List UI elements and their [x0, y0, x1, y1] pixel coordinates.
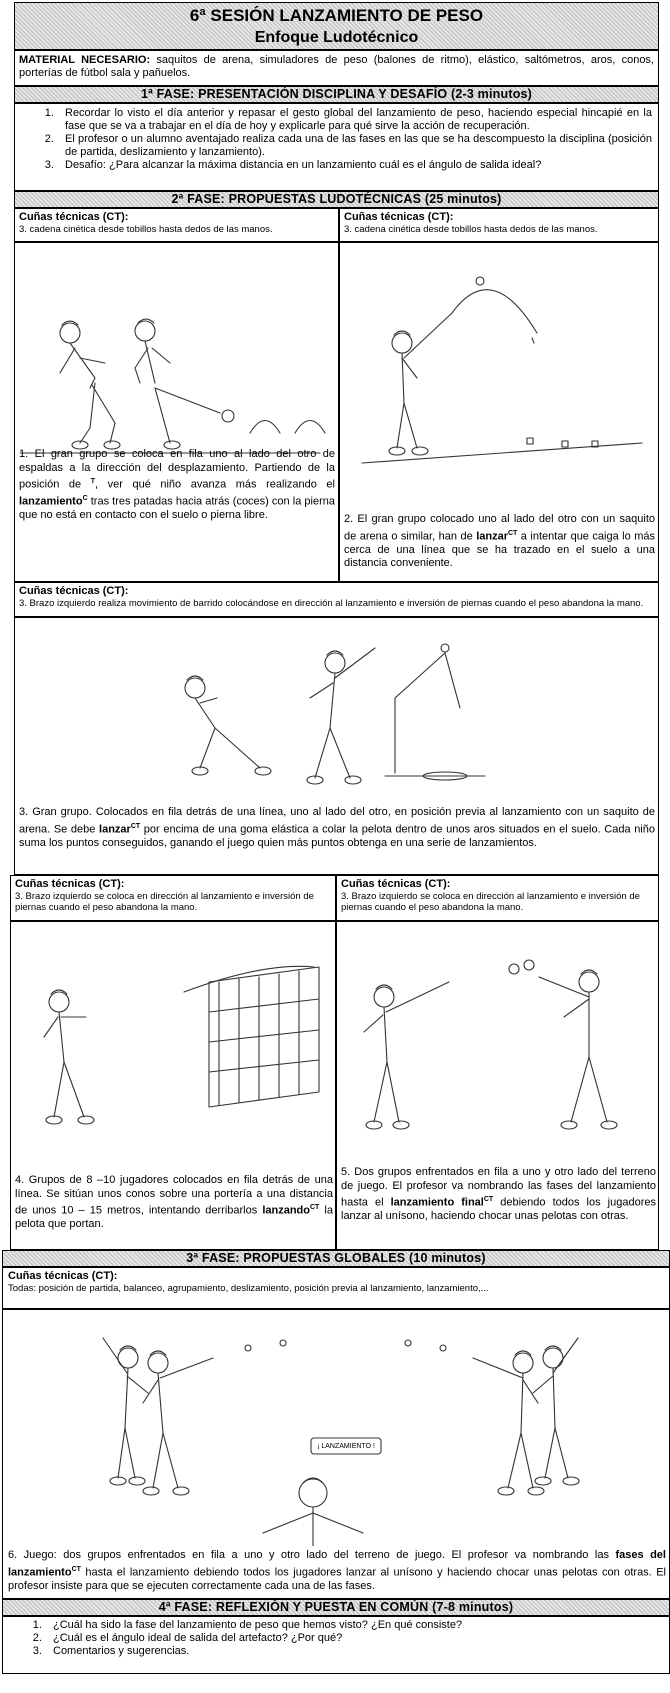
caption-text: 2. El gran grupo colocado uno al lado del otro con un saquito de arena o similar, han de — [344, 513, 655, 543]
activity-3-caption — [19, 806, 655, 850]
ct-label: Cuñas técnicas (CT): — [8, 1270, 118, 1282]
ct-label: Cuñas técnicas (CT): — [341, 878, 451, 890]
phase4-item: 3. Comentarios y sugerencias. — [45, 1645, 669, 1658]
phase1-title: 1ª FASE: PRESENTACIÓN DISCIPLINA Y DESAFÍO (2-3 minutos) — [14, 86, 659, 103]
ct-box-4 — [10, 875, 336, 921]
ct-box-2 — [339, 208, 659, 242]
caption-text: 3. Gran grupo. Colocados en fila detrás de una línea, uno al lado del otro, en posición previa al lanzamiento con un saquito de arena. Se debe — [19, 806, 655, 836]
ct-label: Cuñas técnicas (CT): — [19, 211, 129, 223]
facing-groups-illustration — [339, 937, 657, 1157]
ct-text: 3. cadena cinética desde tobillos hasta dedos de las manos. — [344, 224, 598, 235]
material-text: saquitos de arena, simuladores de peso (balones de ritmo), elástico, saltómetros, aros, conos, porterías de fútbol sala y pañuelos. — [19, 54, 654, 79]
activity-2-cell — [339, 242, 659, 582]
caption-text: 1. El gran grupo se coloca en fila uno al lado del otro de espaldas a la dirección del desplazamiento. Partiendo de la posición de — [19, 448, 335, 491]
activity-5-caption — [341, 1166, 656, 1224]
activity-1-caption — [19, 448, 335, 523]
ct-box-1 — [14, 208, 339, 242]
caption-text: , ver qué niño avanza más realizando el — [95, 478, 335, 491]
ct-text: 3. Brazo izquierdo se coloca en dirección al lanzamiento e inversión de piernas cuando el peso abandona la mano. — [15, 891, 314, 913]
activity-4-caption — [15, 1174, 333, 1232]
teacher-sign-text: ¡ LANZAMIENTO ! — [317, 1443, 375, 1450]
caption-text: 5. Dos grupos enfrentados en fila a uno y otro lado del terreno de juego. El profesor va nombrando las fases del lanzamiento hasta el — [341, 1166, 656, 1209]
ct-label: Cuñas técnicas (CT): — [19, 585, 129, 597]
ct-mark: CT — [483, 1196, 494, 1203]
caption-bold: lanzar — [476, 530, 508, 543]
ct-text: 3. Brazo izquierdo se coloca en dirección al lanzamiento e inversión de piernas cuando el peso abandona la mano. — [341, 891, 640, 913]
page-subtitle: Enfoque Ludotécnico — [254, 29, 419, 46]
material-box — [14, 50, 659, 86]
ct-text: 3. cadena cinética desde tobillos hasta dedos de las manos. — [19, 224, 273, 235]
ct-mark: CT — [130, 822, 141, 830]
global-game-illustration — [63, 1318, 663, 1546]
ct-box-5 — [336, 875, 659, 921]
caption-bold: lanzamiento — [19, 495, 83, 508]
material-label: MATERIAL NECESARIO: — [19, 54, 151, 66]
phase1-item: 1. Recordar lo visto el día anterior y repasar el gesto global del lanzamiento de peso, haciendo especial hincapié en la fase que se va a trabajar en el día de hoy y explicarle para qué sirve la acción de recuperación. — [57, 107, 652, 133]
phase1-item: 2. El profesor o un alumno aventajado realiza cada una de las fases en las que se ha descompuesto la disciplina (posición de partida, deslizamiento y lanzamiento). — [57, 133, 652, 159]
goal-target-illustration — [14, 942, 334, 1142]
ct-mark: CT — [507, 529, 518, 537]
ct-mark: CT — [71, 1565, 81, 1573]
phase4-title: 4ª FASE: REFLEXIÓN Y PUESTA EN COMÚN (7-8 minutos) — [2, 1599, 670, 1616]
page-title: 6ª SESIÓN LANZAMIENTO DE PESO — [189, 6, 484, 25]
ct-text: 3. Brazo izquierdo realiza movimiento de barrido colocándose en dirección al lanzamiento e inversión de piernas cuando el peso abandona la mano. — [19, 598, 644, 609]
caption-bold: lanzando — [262, 1204, 310, 1217]
ct-text: Todas: posición de partida, balanceo, agrupamiento, deslizamiento, posición previa al lanzamiento, lanzamiento,... — [8, 1283, 489, 1294]
activity-4-cell — [10, 921, 336, 1250]
caption-bold: lanzar — [99, 823, 131, 836]
activity-1-cell — [14, 242, 339, 582]
activity-2-caption — [344, 513, 655, 571]
caption-text: hasta el lanzamiento debiendo todos los jugadores lanzar al unísono y haciendo chocar unas pelotas con otras. El profesor insiste para que se ejecuten correctamente cada una de las fases. — [8, 1566, 666, 1592]
ct-label: Cuñas técnicas (CT): — [344, 211, 454, 223]
activity-6-cell — [2, 1309, 670, 1599]
phase2-title: 2ª FASE: PROPUESTAS LUDOTÉCNICAS (25 minutos) — [14, 191, 659, 208]
ct-mark: T — [90, 478, 95, 485]
ct-mark: C — [82, 495, 88, 503]
phase4-item: 2. ¿Cuál es el ángulo ideal de salida del artefacto? ¿Por qué? — [45, 1632, 669, 1645]
caption-text: a intentar que caiga lo más cerca de una línea que se ha trazado en el suelo a una distancia conveniente. — [344, 530, 656, 570]
caption-text: por encima de una goma elástica a colar la pelota dentro de unos aros situados en el suelo. Cada niño suma los puntos conseguidos, ganando el juego quien más puntos obtenga en una serie de lanzamientos. — [19, 823, 655, 849]
bag-throw-illustration — [342, 263, 657, 493]
ct-label: Cuñas técnicas (CT): — [15, 878, 125, 890]
caption-bold: fases del lanzamiento — [8, 1549, 666, 1579]
caption-text: tras tres patadas hacia atrás (coces) con la pierna que no está en contacto con el suelo o pierna libre. — [19, 495, 335, 522]
activity-5-cell — [336, 921, 659, 1250]
caption-text: debiendo todos los jugadores lanzar al unísono, haciendo chocar unas pelotas con otras. — [341, 1196, 656, 1223]
activity-6-caption — [8, 1549, 666, 1593]
phase4-content — [2, 1616, 670, 1674]
caption-bold: lanzamiento final — [390, 1196, 484, 1209]
phase3-ct-box — [2, 1267, 670, 1309]
ct-box-3 — [14, 582, 659, 617]
activity-3-cell — [14, 617, 659, 875]
caption-text: 4. Grupos de 8 –10 jugadores colocados en fila detrás de una línea. Se sitúan unos conos sobre una portería a una distancia de unos 10 – 15 metros, intentando derribarlos — [15, 1174, 333, 1217]
phase1-item: 3. Desafío: ¿Para alcanzar la máxima distancia en un lanzamiento cuál es el ángulo de salida ideal? — [57, 159, 652, 172]
ct-mark: CT — [310, 1204, 320, 1211]
phase1-content — [14, 103, 659, 191]
phase4-item: 1. ¿Cuál ha sido la fase del lanzamiento de peso que hemos visto? ¿En qué consiste? — [45, 1619, 669, 1632]
elastic-throw-illustration — [145, 628, 670, 798]
caption-text: 6. Juego: dos grupos enfrentados en fila a uno y otro lado del terreno de juego. El profesor va nombrando las — [8, 1549, 616, 1561]
phase3-title: 3ª FASE: PROPUESTAS GLOBALES (10 minutos) — [2, 1250, 670, 1267]
header-box — [14, 2, 659, 50]
caption-text: la pelota que portan. — [15, 1204, 333, 1231]
